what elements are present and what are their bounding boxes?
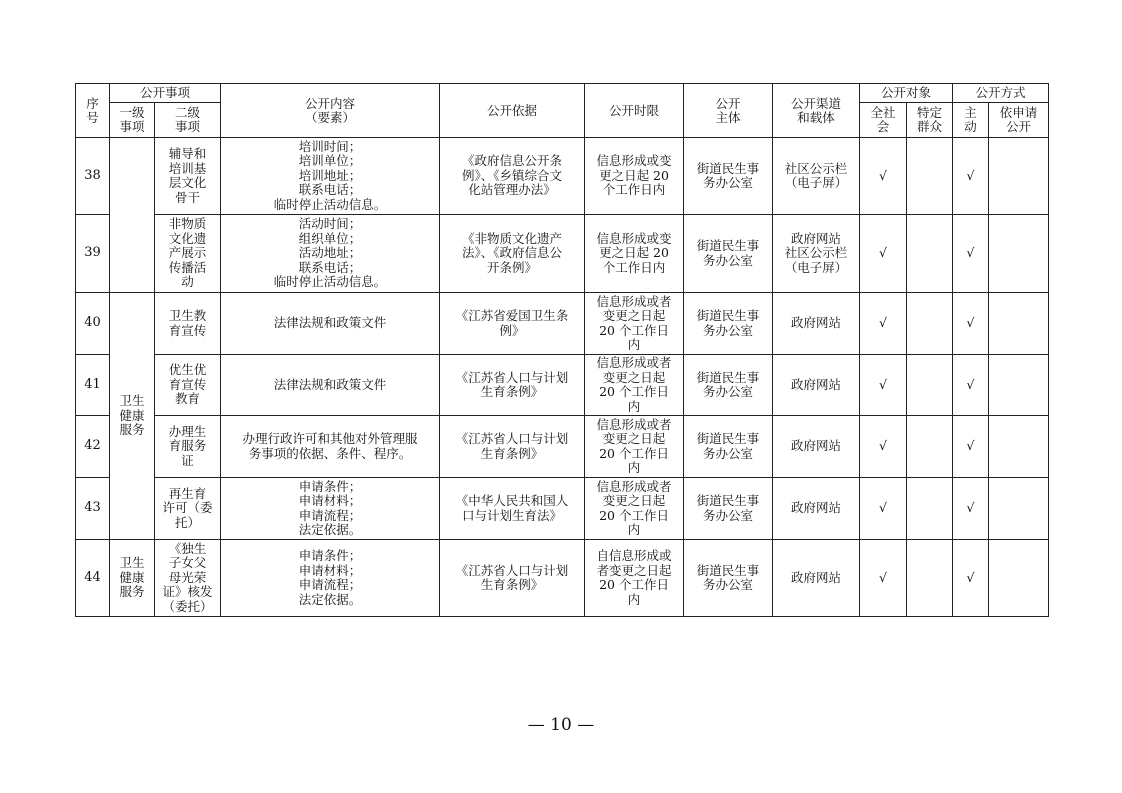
header-subject: 公开 主体 (684, 84, 773, 138)
table-row (76, 293, 1049, 355)
target-all-check: √ (860, 215, 907, 293)
content-cell: 申请条件； 申请材料； 申请流程； 法定依据。 (221, 540, 440, 617)
level2-item: 《独生 子女父 母光荣 证》核发 （委托） (155, 540, 221, 617)
header-target-all: 全社 会 (860, 103, 907, 138)
header-seq: 序 号 (76, 84, 110, 138)
page-number: — 10 — (527, 715, 595, 735)
content-cell: 办理行政许可和其他对外管理服 务事项的依据、条件、程序。 (221, 416, 440, 478)
header-target-group: 特定 群众 (907, 103, 953, 138)
method-request-check (989, 215, 1049, 293)
method-request-check (989, 540, 1049, 617)
subject-cell: 街道民生事 务办公室 (684, 293, 773, 355)
level1-group-health-2: 卫生 健康 服务 (110, 540, 155, 617)
row-number: 39 (76, 215, 110, 293)
content-cell: 活动时间； 组织单位； 活动地址； 联系电话； 临时停止活动信息。 (221, 215, 440, 293)
header-method: 公开方式 (953, 84, 1049, 103)
target-all-check: √ (860, 416, 907, 478)
basis-cell: 《江苏省人口与计划 生育条例》 (440, 416, 585, 478)
method-active-check: √ (953, 293, 989, 355)
timeline-cell: 信息形成或者 变更之日起 20 个工作日 内 (585, 355, 684, 416)
method-request-check (989, 293, 1049, 355)
subject-cell: 街道民生事 务办公室 (684, 478, 773, 540)
table-row (76, 355, 1049, 416)
target-group-check (907, 416, 953, 478)
header-content: 公开内容 （要素） (221, 84, 440, 138)
method-active-check: √ (953, 478, 989, 540)
header-level2: 二级 事项 (155, 103, 221, 138)
table-row (76, 478, 1049, 540)
table-row (76, 215, 1049, 293)
level1-group-health: 卫生 健康 服务 (110, 293, 155, 540)
method-active-check: √ (953, 540, 989, 617)
header-channel: 公开渠道 和载体 (773, 84, 860, 138)
target-group-check (907, 540, 953, 617)
subject-cell: 街道民生事 务办公室 (684, 355, 773, 416)
target-all-check: √ (860, 540, 907, 617)
timeline-cell: 信息形成或者 变更之日起 20 个工作日 内 (585, 478, 684, 540)
row-number: 42 (76, 416, 110, 478)
target-all-check: √ (860, 355, 907, 416)
level2-item: 卫生教 育宣传 (155, 293, 221, 355)
timeline-cell: 信息形成或者 变更之日起 20 个工作日 内 (585, 293, 684, 355)
method-request-check (989, 416, 1049, 478)
row-number: 41 (76, 355, 110, 416)
basis-cell: 《江苏省人口与计划 生育条例》 (440, 540, 585, 617)
method-active-check: √ (953, 355, 989, 416)
target-group-check (907, 355, 953, 416)
content-cell: 法律法规和政策文件 (221, 293, 440, 355)
channel-cell: 政府网站 (773, 355, 860, 416)
method-active-check: √ (953, 138, 989, 215)
content-cell: 法律法规和政策文件 (221, 355, 440, 416)
target-all-check: √ (860, 293, 907, 355)
table-row (76, 540, 1049, 617)
target-all-check: √ (860, 478, 907, 540)
header-level1: 一级 事项 (110, 103, 155, 138)
level2-item: 再生育 许可（委 托） (155, 478, 221, 540)
channel-cell: 社区公示栏 （电子屏） (773, 138, 860, 215)
table-row (76, 138, 1049, 215)
subject-cell: 街道民生事 务办公室 (684, 215, 773, 293)
header-basis: 公开依据 (440, 84, 585, 138)
subject-cell: 街道民生事 务办公室 (684, 540, 773, 617)
basis-cell: 《江苏省爱国卫生条 例》 (440, 293, 585, 355)
basis-cell: 《江苏省人口与计划 生育条例》 (440, 355, 585, 416)
row-number: 38 (76, 138, 110, 215)
method-request-check (989, 355, 1049, 416)
method-active-check: √ (953, 416, 989, 478)
disclosure-table (75, 83, 1049, 617)
timeline-cell: 信息形成或者 变更之日起 20 个工作日 内 (585, 416, 684, 478)
header-method-request: 依申请 公开 (989, 103, 1049, 138)
header-items: 公开事项 (110, 84, 221, 103)
channel-cell: 政府网站 (773, 540, 860, 617)
header-method-active: 主 动 (953, 103, 989, 138)
header-target: 公开对象 (860, 84, 953, 103)
basis-cell: 《政府信息公开条 例》、《乡镇综合文 化站管理办法》 (440, 138, 585, 215)
basis-cell: 《非物质文化遗产 法》、《政府信息公 开条例》 (440, 215, 585, 293)
timeline-cell: 自信息形成或 者变更之日起 20 个工作日 内 (585, 540, 684, 617)
channel-cell: 政府网站 社区公示栏 （电子屏） (773, 215, 860, 293)
row-number: 40 (76, 293, 110, 355)
row-number: 43 (76, 478, 110, 540)
level2-item: 优生优 育宣传 教育 (155, 355, 221, 416)
target-group-check (907, 478, 953, 540)
level2-item: 辅导和 培训基 层文化 骨干 (155, 138, 221, 215)
basis-cell: 《中华人民共和国人 口与计划生育法》 (440, 478, 585, 540)
target-all-check: √ (860, 138, 907, 215)
channel-cell: 政府网站 (773, 293, 860, 355)
table-row (76, 416, 1049, 478)
target-group-check (907, 138, 953, 215)
timeline-cell: 信息形成或变 更之日起 20 个工作日内 (585, 215, 684, 293)
header-timeline: 公开时限 (585, 84, 684, 138)
subject-cell: 街道民生事 务办公室 (684, 138, 773, 215)
row-number: 44 (76, 540, 110, 617)
level2-item: 非物质 文化遗 产展示 传播活 动 (155, 215, 221, 293)
content-cell: 培训时间； 培训单位； 培训地址； 联系电话； 临时停止活动信息。 (221, 138, 440, 215)
timeline-cell: 信息形成或变 更之日起 20 个工作日内 (585, 138, 684, 215)
level2-item: 办理生 育服务 证 (155, 416, 221, 478)
subject-cell: 街道民生事 务办公室 (684, 416, 773, 478)
level1-cell-empty (110, 138, 155, 293)
channel-cell: 政府网站 (773, 478, 860, 540)
target-group-check (907, 293, 953, 355)
method-request-check (989, 138, 1049, 215)
target-group-check (907, 215, 953, 293)
content-cell: 申请条件； 申请材料； 申请流程； 法定依据。 (221, 478, 440, 540)
channel-cell: 政府网站 (773, 416, 860, 478)
method-request-check (989, 478, 1049, 540)
method-active-check: √ (953, 215, 989, 293)
